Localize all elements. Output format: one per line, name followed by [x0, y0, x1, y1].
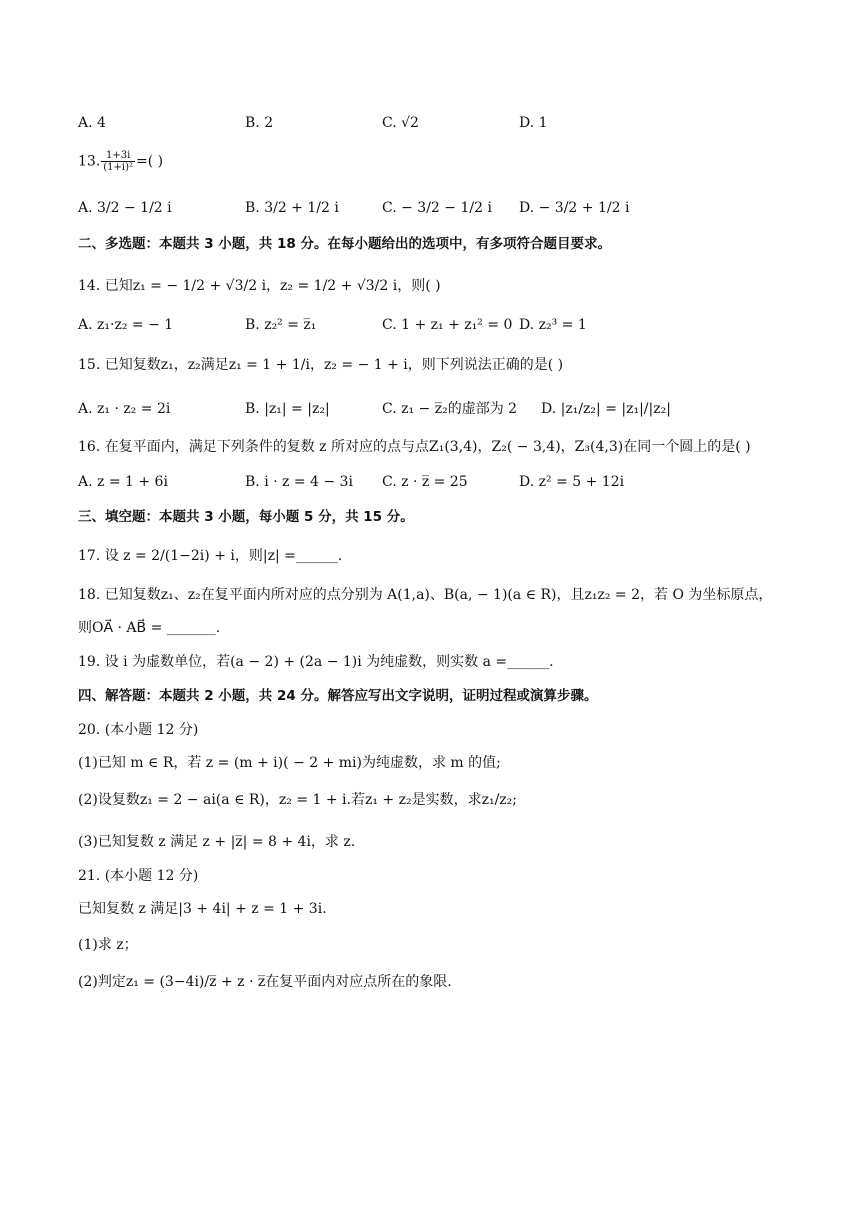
question-21-stem: 已知复数 z 满足|3 + 4i| + z = 1 + 3i. — [78, 901, 327, 917]
q13-option-b: B. 3/2 + 1/2 i — [245, 200, 339, 216]
question-18-line-2: 则OA⃗ · AB⃗ = _______. — [78, 620, 221, 636]
q15-option-c: C. z₁ − z̅₂的虚部为 2 — [382, 401, 518, 417]
q13-fraction — [101, 150, 135, 173]
q14-option-d: D. z₂³ = 1 — [519, 317, 587, 333]
question-20-header: 20. (本小题 12 分) — [78, 722, 199, 738]
q14-option-b: B. z₂² = z̅₁ — [245, 317, 317, 333]
q16-option-b: B. i · z = 4 − 3i — [245, 474, 353, 490]
q13-tail: =( ) — [136, 153, 164, 170]
q13-option-a: A. 3/2 − 1/2 i — [78, 200, 172, 216]
q14-option-c: C. 1 + z₁ + z₁² = 0 — [382, 317, 513, 333]
q13-number: 13. — [78, 153, 101, 170]
q12-option-c: C. √2 — [382, 115, 419, 131]
question-18-line-1: 18. 已知复数z₁、z₂在复平面内所对应的点分别为 A(1,a)、B(a, − 1)(a ∈ R)，且z₁z₂ = 2，若 O 为坐标原点， — [78, 587, 773, 603]
q12-option-d: D. 1 — [519, 115, 548, 131]
q16-option-d: D. z² = 5 + 12i — [519, 474, 625, 490]
question-15: 15. 已知复数z₁，z₂满足z₁ = 1 + 1/i，z₂ = − 1 + i，则下列说法正确的是( ) — [78, 357, 564, 373]
question-17: 17. 设 z = 2/(1−2i) + i，则|z| =______. — [78, 548, 343, 564]
q15-option-b: B. |z₁| = |z₂| — [245, 401, 330, 417]
question-21-part-1: (1)求 z； — [78, 937, 138, 953]
q12-option-a: A. 4 — [78, 115, 106, 131]
q12-option-b: B. 2 — [245, 115, 274, 131]
q13-frac-num: 1+3i — [101, 150, 135, 162]
section-3-heading: 三、填空题：本题共 3 小题，每小题 5 分，共 15 分。 — [78, 509, 414, 525]
q15-option-a: A. z₁ · z₂ = 2i — [78, 401, 171, 417]
question-14: 14. 已知z₁ = − 1/2 + √3/2 i，z₂ = 1/2 + √3/2 i，则( ) — [78, 278, 441, 294]
section-2-heading: 二、多选题：本题共 3 小题，共 18 分。在每小题给出的选项中，有多项符合题目要求。 — [78, 236, 611, 252]
question-20-part-2: (2)设复数z₁ = 2 − ai(a ∈ R)，z₂ = 1 + i.若z₁ + z₂是实数，求z₁/z₂; — [78, 792, 517, 808]
q14-option-a: A. z₁·z₂ = − 1 — [78, 317, 174, 333]
question-21-part-2: (2)判定z₁ = (3−4i)/z̅ + z · z̅在复平面内对应点所在的象限. — [78, 974, 452, 990]
section-4-heading: 四、解答题：本题共 2 小题，共 24 分。解答应写出文字说明，证明过程或演算步骤。 — [78, 688, 598, 704]
q16-option-c: C. z · z̅ = 25 — [382, 474, 468, 490]
question-16: 16. 在复平面内，满足下列条件的复数 z 所对应的点与点Z₁(3,4)，Z₂( − 3,4)，Z₃(4,3)在同一个圆上的是( ) — [78, 439, 751, 455]
question-13 — [78, 150, 163, 173]
q13-frac-den: (1+i)² — [103, 162, 134, 173]
q16-option-a: A. z = 1 + 6i — [78, 474, 168, 490]
question-20-part-3: (3)已知复数 z 满足 z + |z̅| = 8 + 4i，求 z. — [78, 834, 356, 850]
question-20-part-1: (1)已知 m ∈ R，若 z = (m + i)( − 2 + mi)为纯虚数，求 m 的值; — [78, 755, 501, 771]
question-21-header: 21. (本小题 12 分) — [78, 868, 199, 884]
question-19: 19. 设 i 为虚数单位，若(a − 2) + (2a − 1)i 为纯虚数，则实数 a =______. — [78, 654, 554, 670]
q13-option-c: C. − 3/2 − 1/2 i — [382, 200, 492, 216]
q15-option-d: D. |z₁/z₂| = |z₁|/|z₂| — [541, 401, 671, 417]
q13-option-d: D. − 3/2 + 1/2 i — [519, 200, 630, 216]
